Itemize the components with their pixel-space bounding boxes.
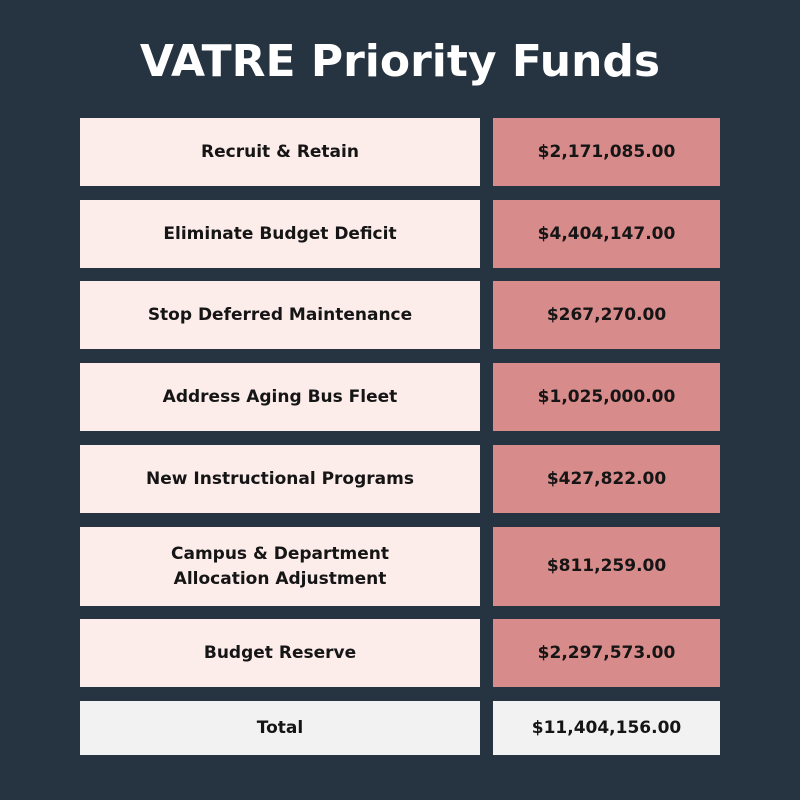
row-label — [80, 527, 480, 606]
row-label — [80, 363, 480, 431]
row-value-text: $267,270.00 — [546, 304, 667, 325]
row-value — [493, 527, 720, 606]
row-value — [493, 445, 720, 513]
total-value — [493, 701, 720, 755]
row-label — [80, 118, 480, 186]
row-label-text: Stop Deferred Maintenance — [147, 304, 413, 325]
row-value-text: $2,171,085.00 — [537, 141, 676, 162]
row-value-text: $427,822.00 — [546, 468, 667, 489]
row-label-text: Budget Reserve — [203, 642, 357, 663]
row-label-text: Eliminate Budget Deficit — [163, 223, 397, 244]
row-value — [493, 363, 720, 431]
row-label — [80, 445, 480, 513]
row-label-text: Address Aging Bus Fleet — [162, 386, 398, 407]
row-value-text: $2,297,573.00 — [537, 642, 676, 663]
row-value — [493, 619, 720, 687]
row-value-text: $811,259.00 — [546, 556, 667, 576]
row-value — [493, 281, 720, 349]
row-value — [493, 200, 720, 268]
row-label — [80, 200, 480, 268]
row-label-text: New Instructional Programs — [146, 468, 414, 489]
row-label-text: Recruit & Retain — [201, 141, 359, 162]
row-value-text: $1,025,000.00 — [537, 386, 676, 407]
total-value-text: $11,404,156.00 — [531, 717, 682, 738]
page-title: VATRE Priority Funds — [139, 36, 661, 87]
row-value-text: $4,404,147.00 — [537, 223, 676, 244]
row-label — [80, 281, 480, 349]
row-value — [493, 118, 720, 186]
row-label-text: Campus & Department Allocation Adjustment — [171, 543, 389, 589]
total-label — [80, 701, 480, 755]
total-label-text: Total — [256, 717, 304, 738]
row-label — [80, 619, 480, 687]
